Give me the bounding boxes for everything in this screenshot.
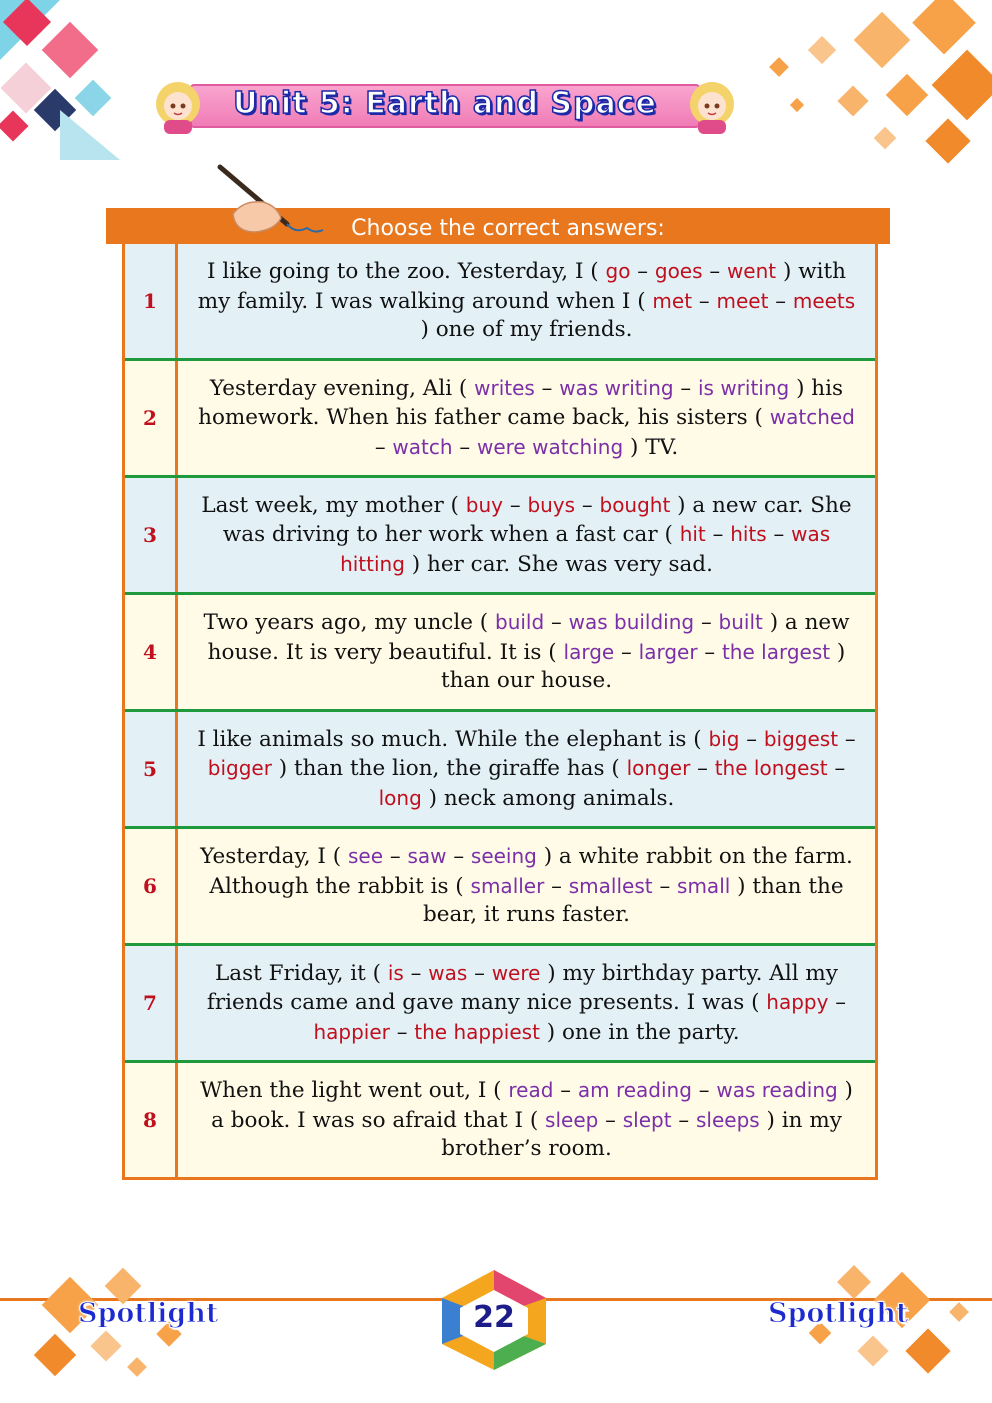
sentence-fragment: Two years ago, my uncle (	[203, 610, 495, 636]
sentence-fragment: –	[544, 610, 569, 636]
question-text	[178, 829, 875, 943]
answer-option[interactable]: sleep	[545, 1107, 599, 1132]
instruction-text: Choose the correct answers:	[351, 216, 665, 241]
question-number: 2	[125, 361, 178, 475]
question-row	[125, 829, 875, 946]
sentence-fragment: Yesterday, I (	[200, 844, 348, 870]
answer-option[interactable]: meets	[792, 288, 856, 313]
question-text	[178, 946, 875, 1060]
answer-option[interactable]: was reading	[716, 1078, 838, 1103]
unit-title: Unit 5: Earth and Space	[233, 86, 657, 121]
sentence-fragment: ) a new house. It is very beautiful. It is (	[207, 610, 850, 665]
answer-option[interactable]: buys	[527, 492, 576, 517]
answer-option[interactable]: happier	[313, 1019, 390, 1044]
sentence-fragment: ) with my family. I was walking around when I (	[197, 259, 846, 314]
sentence-fragment: –	[534, 375, 560, 401]
answer-option[interactable]: am reading	[577, 1078, 692, 1103]
sentence-fragment: –	[697, 639, 722, 665]
sentence-fragment: –	[598, 1107, 623, 1133]
brand-logo-left: Spotlight	[78, 1298, 219, 1329]
answer-option[interactable]: smallest	[568, 873, 653, 898]
sentence-fragment: When the light went out, I (	[200, 1078, 509, 1104]
sentence-fragment: ) a white rabbit on the farm. Although the rabbit is (	[209, 844, 853, 899]
sentence-fragment: –	[389, 1019, 415, 1045]
answer-option[interactable]: small	[677, 873, 731, 898]
question-number: 4	[125, 595, 178, 709]
sentence-fragment: ) than the bear, it runs faster.	[422, 873, 844, 928]
sentence-fragment: –	[705, 522, 731, 548]
sentence-fragment: –	[673, 375, 698, 401]
answer-option[interactable]: writes	[474, 375, 535, 400]
question-row	[125, 712, 875, 829]
answer-option[interactable]: the longest	[714, 756, 828, 781]
sentence-fragment: ) in my brother’s room.	[441, 1107, 842, 1162]
answer-option[interactable]: buy	[465, 492, 504, 517]
question-text	[178, 595, 875, 709]
sentence-fragment: –	[827, 756, 846, 782]
sentence-fragment: –	[446, 844, 471, 870]
question-text	[178, 478, 875, 592]
answer-option[interactable]: meet	[716, 288, 769, 313]
answer-option[interactable]: build	[495, 610, 545, 635]
answer-option[interactable]: larger	[638, 639, 698, 664]
answer-option[interactable]: sleeps	[696, 1107, 760, 1132]
question-row	[125, 478, 875, 595]
answer-option[interactable]: big	[708, 726, 740, 751]
answer-option[interactable]: built	[718, 610, 763, 635]
sentence-fragment: ) one in the party.	[539, 1019, 740, 1045]
answer-option[interactable]: were	[491, 960, 541, 985]
questions-table	[122, 244, 878, 1180]
sentence-fragment: ) one of my friends.	[420, 317, 633, 343]
sentence-fragment: ) a new car. She was driving to her work when a fast car (	[222, 492, 852, 548]
question-number: 6	[125, 829, 178, 943]
question-number: 1	[125, 244, 178, 358]
sentence-fragment: ) than our house.	[440, 639, 846, 694]
sentence-fragment: Yesterday evening, Ali (	[209, 375, 475, 401]
sentence-fragment: I like animals so much. While the elephant is (	[197, 726, 709, 752]
page-number: 22	[473, 1300, 515, 1335]
answer-option[interactable]: was building	[568, 610, 695, 635]
sentence-fragment: ) TV.	[623, 434, 679, 460]
answer-option[interactable]: long	[378, 785, 422, 810]
answer-option[interactable]: went	[726, 259, 777, 284]
answer-option[interactable]: happy	[766, 990, 829, 1015]
answer-option[interactable]: slept	[622, 1107, 672, 1132]
answer-option[interactable]: the happiest	[414, 1019, 540, 1044]
sentence-fragment: –	[838, 726, 856, 752]
answer-option[interactable]: seeing	[470, 844, 537, 869]
sentence-fragment: –	[768, 288, 793, 314]
answer-option[interactable]: biggest	[763, 726, 839, 751]
sentence-fragment: ) a book. I was so afraid that I (	[211, 1078, 853, 1133]
sentence-fragment: –	[766, 522, 792, 548]
footer-decoration-right	[752, 1265, 972, 1395]
sentence-fragment: ) her car. She was very sad.	[404, 551, 713, 577]
answer-option[interactable]: was hitting	[340, 522, 831, 576]
sentence-fragment: –	[614, 639, 639, 665]
answer-option[interactable]: hit	[679, 522, 706, 547]
question-row	[125, 595, 875, 712]
sentence-fragment: –	[403, 960, 429, 986]
question-number: 8	[125, 1063, 178, 1177]
sentence-fragment: –	[544, 873, 569, 899]
corner-decoration-top-left	[0, 0, 130, 160]
writing-hand-icon	[215, 162, 325, 242]
question-row	[125, 244, 875, 361]
question-row	[125, 361, 875, 478]
sentence-fragment: –	[702, 259, 727, 285]
answer-option[interactable]: hits	[730, 522, 767, 547]
question-text	[178, 712, 875, 826]
unit-title-banner	[150, 78, 740, 136]
answer-option[interactable]: bigger	[207, 756, 272, 781]
answer-option[interactable]: met	[652, 288, 693, 313]
answer-option[interactable]: read	[508, 1078, 554, 1103]
sentence-fragment: –	[553, 1078, 578, 1104]
sentence-fragment: ) neck among animals.	[421, 785, 675, 811]
answer-option[interactable]: watch	[392, 434, 453, 459]
answer-option[interactable]: was writing	[559, 375, 674, 400]
sentence-fragment: ) my birthday party. All my friends came and gave many nice presents. I was (	[206, 960, 838, 1016]
sentence-fragment: –	[383, 844, 408, 870]
sentence-fragment: –	[694, 610, 719, 636]
sentence-fragment: –	[828, 990, 847, 1016]
sentence-fragment: –	[671, 1107, 696, 1133]
answer-option[interactable]: goes	[654, 259, 703, 284]
girl-avatar-icon	[684, 78, 740, 134]
answer-option[interactable]: bought	[599, 492, 671, 517]
answer-option[interactable]: watched	[769, 405, 855, 430]
question-row	[125, 946, 875, 1063]
answer-option[interactable]: large	[563, 639, 615, 664]
question-number: 7	[125, 946, 178, 1060]
sentence-fragment: –	[692, 288, 717, 314]
brand-logo-right: Spotlight	[768, 1298, 909, 1329]
sentence-fragment: ) his homework. When his father came back, his sisters (	[198, 375, 844, 431]
question-text	[178, 244, 875, 358]
sentence-fragment: –	[374, 434, 393, 460]
answer-option[interactable]: go	[605, 259, 631, 284]
question-row	[125, 1063, 875, 1177]
sentence-fragment: ) than the lion, the giraffe has (	[271, 756, 627, 782]
sentence-fragment: Last Friday, it (	[215, 960, 388, 986]
sentence-fragment: –	[652, 873, 678, 899]
answer-option[interactable]: the largest	[721, 639, 831, 664]
sentence-fragment: –	[690, 756, 715, 782]
sentence-fragment: –	[503, 492, 528, 518]
footer-decoration-left	[20, 1265, 240, 1395]
question-number: 3	[125, 478, 178, 592]
sentence-fragment: –	[739, 726, 764, 752]
answer-option[interactable]: is	[387, 960, 404, 985]
question-text	[178, 1063, 875, 1177]
sentence-fragment: –	[691, 1078, 717, 1104]
sentence-fragment: –	[575, 492, 600, 518]
sentence-fragment: Last week, my mother (	[201, 492, 466, 518]
answer-option[interactable]: smaller	[470, 873, 545, 898]
answer-option[interactable]: was	[428, 960, 468, 985]
answer-option[interactable]: were watching	[476, 434, 624, 459]
question-text	[178, 361, 875, 475]
sentence-fragment: –	[452, 434, 477, 460]
answer-option[interactable]: see	[347, 844, 384, 869]
sentence-fragment: –	[467, 960, 492, 986]
sentence-fragment: I like going to the zoo. Yesterday, I (	[207, 259, 606, 285]
question-number: 5	[125, 712, 178, 826]
answer-option[interactable]: is writing	[697, 375, 790, 400]
answer-option[interactable]: saw	[407, 844, 447, 869]
sentence-fragment: –	[630, 259, 655, 285]
answer-option[interactable]: longer	[626, 756, 691, 781]
